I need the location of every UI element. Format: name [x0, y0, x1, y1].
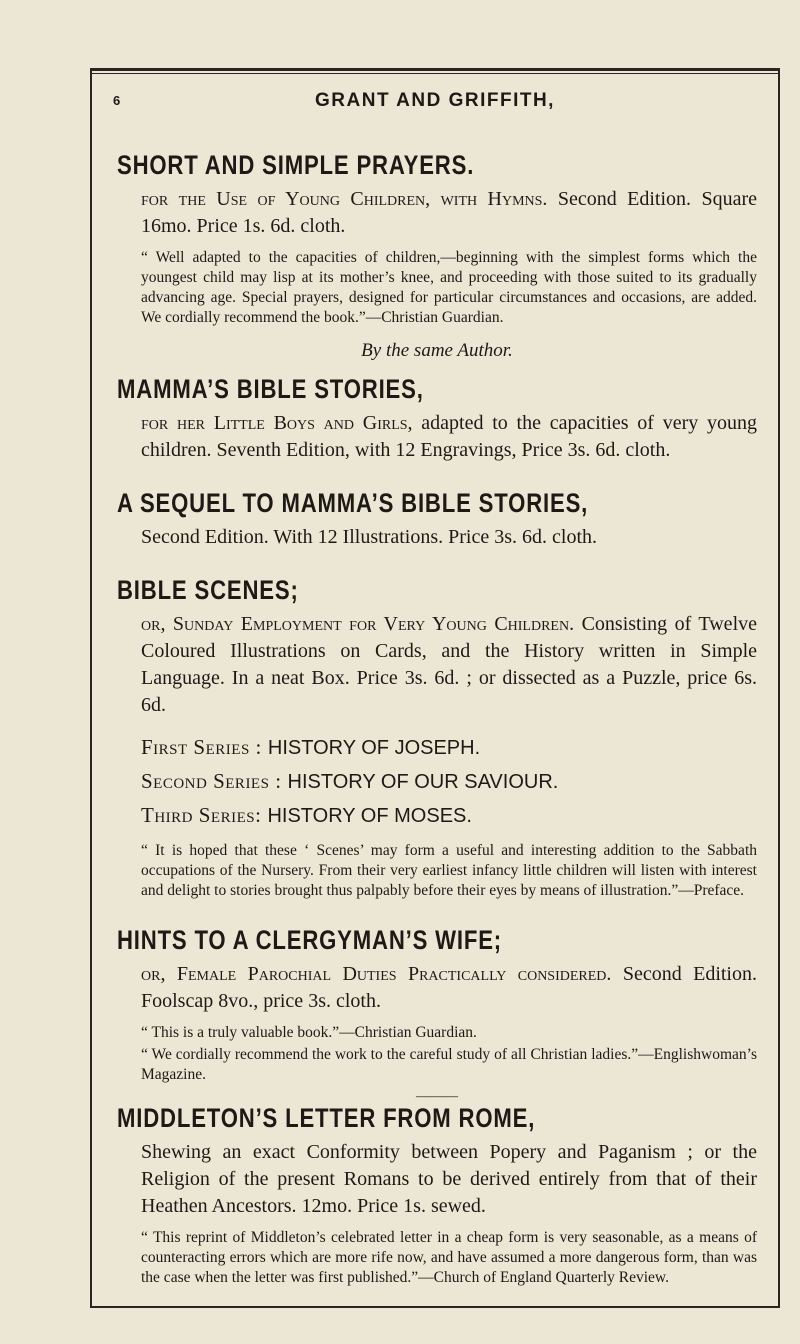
entry-desc-lead: for the Use of Young Children, with Hymns.: [141, 188, 548, 210]
entry-title: MAMMA’S BIBLE STORIES,: [117, 374, 424, 404]
entry-description: [141, 186, 757, 240]
review-quote: “ Well adapted to the capacities of children,—beginning with the simplest forms which the youngest child may lisp at its mother’s knee, and proceeding with those suited to its gradually advancing age. Special prayers, designed for particular circumstances and occasions, are added. We cordially recommend the book.”—Christian Guardian.: [141, 249, 757, 326]
entry-short-and-simple-prayers: [117, 148, 757, 328]
entry-title: MIDDLETON’S LETTER FROM ROME,: [117, 1103, 536, 1133]
bottom-rule: [90, 1306, 780, 1308]
entry-description: [141, 611, 757, 719]
entry-hints-to-a-clergymans-wife: [117, 923, 757, 1085]
series-item: [141, 799, 757, 833]
review-quote: “ This is a truly valuable book.”—Christian Guardian.: [141, 1024, 477, 1041]
series-list: [141, 731, 757, 833]
entry-title: SHORT AND SIMPLE PRAYERS.: [117, 150, 475, 180]
series-title: HISTORY OF JOSEPH.: [267, 737, 481, 759]
entry-description: Second Edition. With 12 Illustrations. Price 3s. 6d. cloth.: [141, 526, 598, 548]
entry-title: A SEQUEL TO MAMMA’S BIBLE STORIES,: [117, 488, 589, 518]
entry-desc-rest: adapted to the capacities of very young children. Seventh Edition, with 12 Engravings, Price 3s. 6d. cloth.: [141, 412, 757, 461]
series-label: Third Series:: [141, 803, 262, 827]
catalogue-content: [117, 148, 757, 1288]
entry-title: BIBLE SCENES;: [117, 575, 299, 605]
top-rule: [90, 68, 780, 71]
entry-description: [141, 961, 757, 1015]
series-item: [141, 731, 757, 765]
running-head: GRANT AND GRIFFITH,: [315, 90, 555, 111]
entry-desc-lead: for her Little Boys and Girls,: [141, 412, 413, 434]
entry-mammas-bible-stories: [117, 340, 757, 464]
entry-description: Shewing an exact Conformity between Popery and Paganism ; or the Religion of the present Romans to be derived entirely from that of their Heathen Ancestors. 12mo. Price 1s. sewed.: [141, 1141, 757, 1217]
entry-bible-scenes: [117, 573, 757, 901]
series-label: Second Series :: [141, 769, 282, 793]
right-rule: [778, 68, 780, 1308]
entry-desc-rest: Consisting of Twelve Coloured Illustrations on Cards, and the History written in Simple Language. In a neat Box. Price 3s. 6d. ; or dissected as a Puzzle, price 6s. 6d.: [141, 613, 757, 716]
series-title: HISTORY OF MOSES.: [267, 805, 472, 827]
page-number: 6: [113, 93, 121, 108]
entry-desc-lead: or, Female Parochial Duties Practically considered.: [141, 963, 612, 985]
entry-sequel-to-mammas-bible-stories: [117, 486, 757, 551]
review-quote: “ It is hoped that these ‘ Scenes’ may form a useful and interesting addition to the Sabbath occupations of the Nursery. From their very earliest infancy little children will listen with interest and delight to stories brought thus palpably before their eyes by means of illustration.”—Preface.: [141, 842, 757, 899]
series-label: First Series :: [141, 735, 262, 759]
series-title: HISTORY OF OUR SAVIOUR.: [287, 771, 559, 793]
entry-title: HINTS TO A CLERGYMAN’S WIFE;: [117, 925, 502, 955]
series-item: [141, 765, 757, 799]
byline: By the same Author.: [361, 340, 513, 361]
review-quote: “ This reprint of Middleton’s celebrated letter in a cheap form is very seasonable, as a means of counteracting errors which are more rife now, and have assumed a more dangerous form, than was the case when the letter was first published.”—Church of England Quarterly Review.: [141, 1229, 757, 1286]
entry-desc-lead: or, Sunday Employment for Very Young Children.: [141, 613, 575, 635]
entry-description: [141, 410, 757, 464]
entry-desc-rest: Second Edition. Foolscap 8vo., price 3s. cloth.: [141, 963, 757, 1012]
top-rule-thin: [90, 73, 780, 74]
entry-middletons-letter-from-rome: [117, 1101, 757, 1288]
entry-desc-rest: Second Edition. Square 16mo. Price 1s. 6d. cloth.: [141, 188, 757, 237]
left-rule: [90, 68, 92, 1308]
review-quote: “ We cordially recommend the work to the careful study of all Christian ladies.”—Englishwoman’s Magazine.: [141, 1046, 757, 1083]
divider-ornament: ———: [416, 1089, 458, 1104]
page: [90, 68, 780, 1308]
